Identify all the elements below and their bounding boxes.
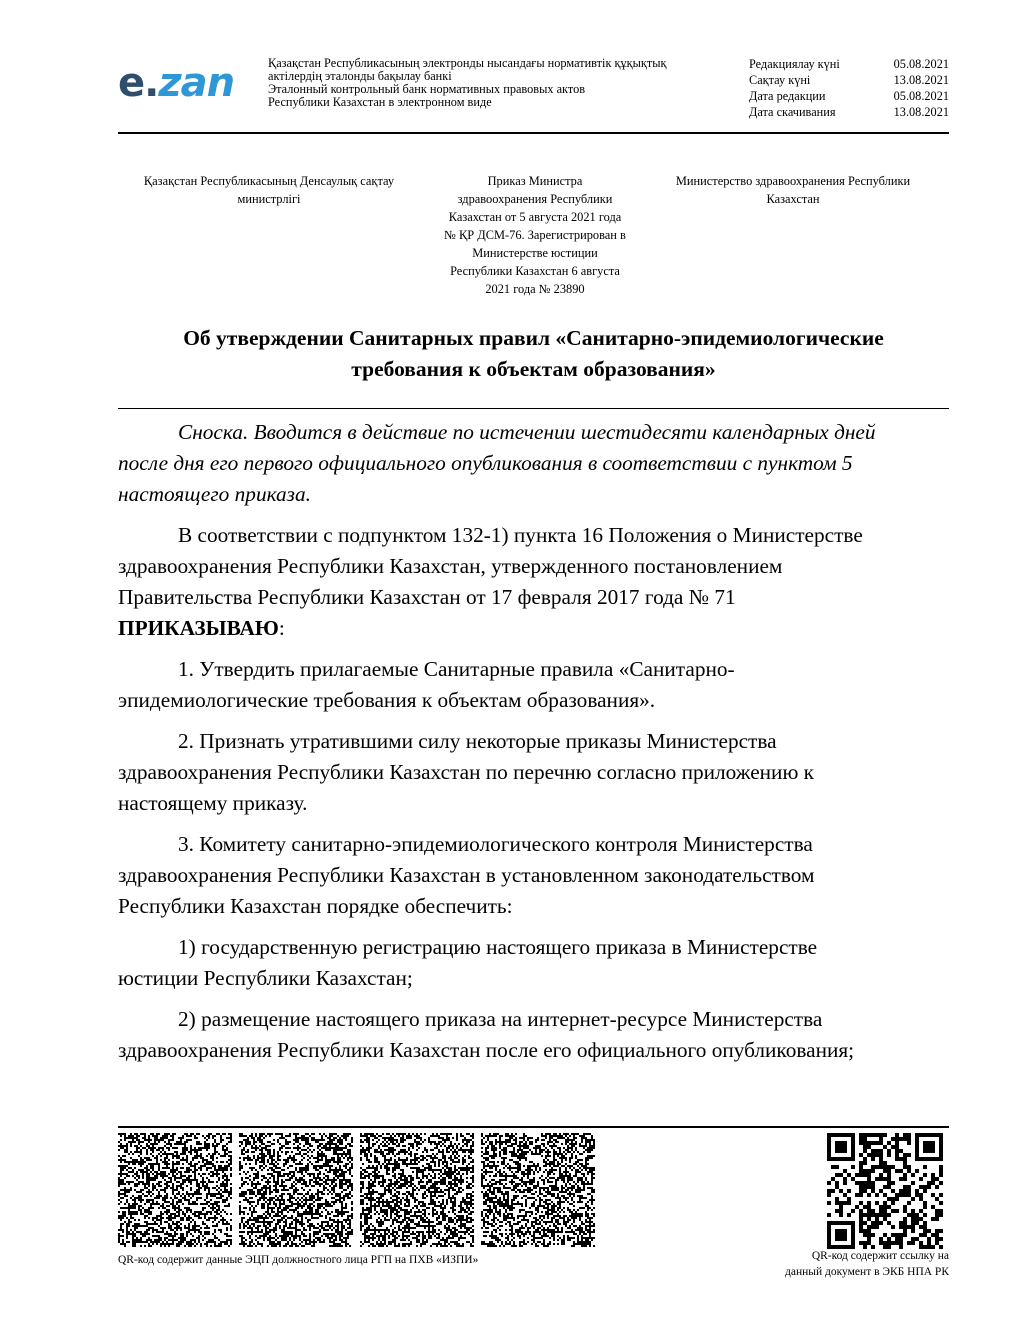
paragraph-2: 2. Признать утратившими силу некоторые приказы Министерства здравоохранения Республики Казахстан по перечню согласно приложению к настоящему приказу. (118, 729, 815, 815)
qr-link-caption: QR-код содержит ссылку на данный документ в ЭКБ НПА РК (785, 1250, 949, 1278)
header-dates (749, 56, 949, 120)
preamble-paragraph: В соответствии с подпунктом 132-1) пункта 16 Положения о Министерстве здравоохранения Республики Казахстан, утвержденного постановлением Правительства Республики Казахстан от 17 февраля 2017 года № 71 ПРИКАЗЫВАЮ: (118, 523, 863, 640)
date-label: Редакциялау күні (749, 57, 840, 71)
qr-code-icon (481, 1133, 596, 1248)
ezan-logo: e.zan (118, 60, 235, 106)
qr-signature-caption: QR-код содержит данные ЭЦП должностного лица РГП на ПХВ «ИЗПИ» (118, 1254, 479, 1266)
document-title: Об утверждении Санитарных правил «Санитарно-эпидемиологические требования к объектам образования» (183, 326, 884, 381)
paragraph-1: 1. Утвердить прилагаемые Санитарные правила «Санитарно- эпидемиологические требования к объектам образования». (118, 657, 735, 712)
subparagraph-1: 1) государственную регистрацию настоящего приказа в Министерстве юстиции Республики Казахстан; (118, 935, 818, 990)
subparagraph-2: 2) размещение настоящего приказа на интернет-ресурсе Министерства здравоохранения Республики Казахстан после его официального опубликования; (118, 1007, 855, 1062)
issuer-kazakh: Қазақстан Республикасының Денсаулық сақтау министрлігі (143, 174, 395, 206)
date-row (749, 72, 949, 88)
date-label: Дата редакции (749, 89, 826, 103)
order-registration-info: Приказ Министра здравоохранения Республики Казахстан от 5 августа 2021 года № ҚР ДСМ-76. Зарегистрирован в Министерстве юстиции Республики Казахстан 6 августа 2021 года № 23890 (444, 174, 626, 296)
header-line: Эталонный контрольный банк нормативных правовых актов (268, 82, 586, 96)
order-word: ПРИКАЗЫВАЮ (118, 616, 279, 640)
date-row (749, 88, 949, 104)
date-row (749, 104, 949, 120)
header-line: Республики Казахстан в электронном виде (268, 95, 492, 109)
document-body (118, 417, 949, 1076)
qr-code-icon (118, 1133, 233, 1248)
header-line: актілердің эталонды бақылау банкі (268, 69, 452, 83)
issuer-russian: Министерство здравоохранения Республики Казахстан (675, 174, 911, 206)
footnote-paragraph: Сноска. Вводится в действие по истечении шестидесяти календарных дней после дня его первого официального опубликования в соответствии с пунктом 5 настоящего приказа. (118, 420, 876, 506)
date-label: Дата скачивания (749, 105, 836, 119)
header-bank-description (268, 57, 738, 109)
header-divider (118, 132, 949, 134)
date-value: 05.08.2021 (893, 57, 949, 71)
title-divider (118, 408, 949, 409)
date-value: 13.08.2021 (893, 73, 949, 87)
date-row (749, 56, 949, 72)
date-value: 13.08.2021 (893, 105, 949, 119)
qr-code-icon (827, 1133, 943, 1249)
header-line: Қазақстан Республикасының электронды нысандағы нормативтік құқықтық (268, 56, 667, 70)
footer-divider (118, 1126, 949, 1128)
date-value: 05.08.2021 (893, 89, 949, 103)
date-label: Сақтау күні (749, 73, 811, 87)
qr-code-icon (360, 1133, 475, 1248)
qr-code-icon (239, 1133, 354, 1248)
document-link-qr[interactable] (827, 1133, 943, 1254)
signature-qr-codes (118, 1133, 596, 1248)
paragraph-3: 3. Комитету санитарно-эпидемиологического контроля Министерства здравоохранения Республики Казахстан в установленном законодательством Республики Казахстан порядке обеспечить: (118, 832, 815, 918)
